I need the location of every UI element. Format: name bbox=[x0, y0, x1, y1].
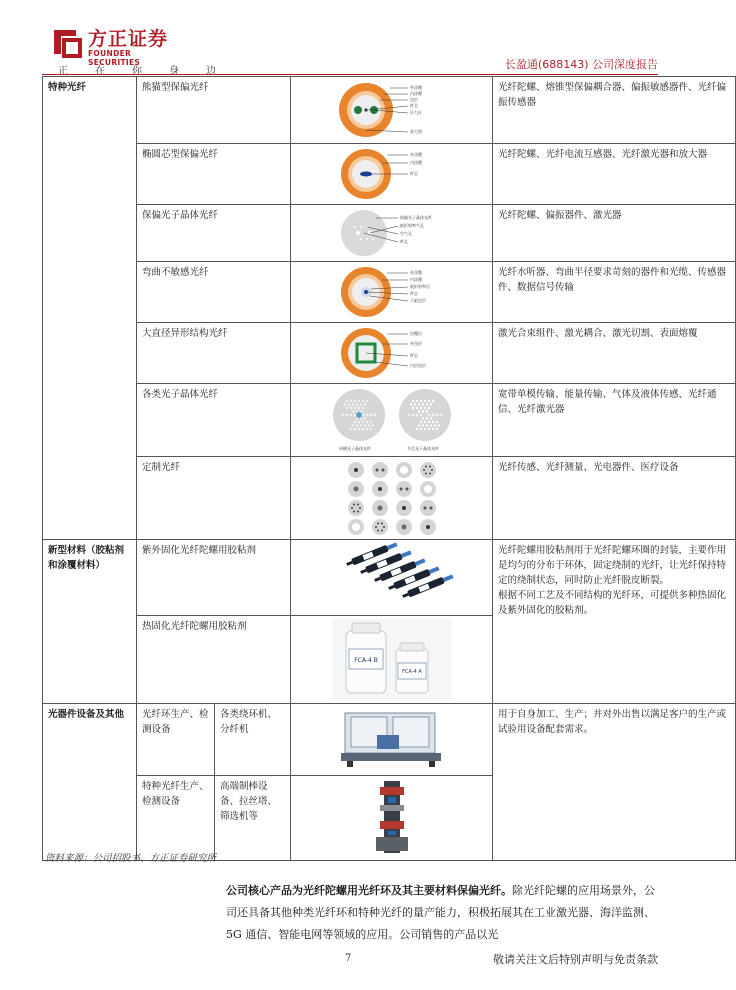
motto: 正 在 你 身 边 bbox=[58, 66, 216, 77]
svg-text:放大图: 放大图 bbox=[409, 129, 422, 134]
custom-fiber-figure bbox=[291, 457, 493, 540]
svg-text:多芯光子晶体光纤: 多芯光子晶体光纤 bbox=[406, 446, 439, 451]
table-row bbox=[43, 262, 736, 323]
table-row bbox=[43, 457, 736, 540]
equipment-name: 各类绕环机、分纤机 bbox=[215, 704, 291, 776]
svg-text:内涂覆: 内涂覆 bbox=[409, 277, 422, 282]
svg-text:外涂覆: 外涂覆 bbox=[409, 152, 422, 157]
winding-machine-image bbox=[291, 704, 493, 776]
product-use: 光纤陀螺、光纤电流互感器、光纤激光器和放大器 bbox=[493, 144, 736, 205]
disclaimer: 敬请关注文后特别声明与免责条款 bbox=[493, 953, 658, 966]
product-name: 紫外固化光纤陀螺用胶粘剂 bbox=[137, 540, 291, 616]
body-paragraph: 公司核心产品为光纤陀螺用光纤环及其主要材料保偏光纤。除光纤陀螺的应用场景外，公司还具备其他种类光纤环和特种光纤的量产能力，积极拓展其在工业激光器、海洋监测、5G 通信、智能电网等领域的应用。公司销售的产品以光 bbox=[226, 884, 655, 941]
svg-text:应力区: 应力区 bbox=[409, 110, 422, 115]
product-name: 熊猫型保偏光纤 bbox=[137, 77, 291, 144]
product-name: 弯曲不敏感光纤 bbox=[137, 262, 291, 323]
logo-cn-text: 方正证券 bbox=[88, 28, 169, 50]
source-note: 资料来源：公司招股书、方正证券研究所 bbox=[45, 853, 217, 864]
svg-text:下陷包层: 下陷包层 bbox=[409, 298, 426, 303]
svg-text:纤芯: 纤芯 bbox=[399, 239, 408, 244]
panda-fiber-figure bbox=[291, 77, 493, 144]
pm-photonic-crystal-fiber-figure bbox=[291, 205, 493, 262]
thermal-adhesive-bottles-image bbox=[291, 616, 493, 704]
product-name: 定制光纤 bbox=[137, 457, 291, 540]
bend-insensitive-fiber-figure bbox=[291, 262, 493, 323]
svg-text:纤芯: 纤芯 bbox=[409, 171, 418, 176]
svg-text:纤芯: 纤芯 bbox=[409, 103, 418, 108]
svg-text:纤芯: 纤芯 bbox=[409, 291, 418, 296]
equipment-group: 光纤环生产、检测设备 bbox=[137, 704, 215, 776]
table-row bbox=[43, 384, 736, 457]
svg-text:涂覆层: 涂覆层 bbox=[409, 331, 422, 336]
svg-text:FCA-4 A: FCA-4 A bbox=[401, 669, 422, 675]
photonic-crystal-fibers-figure bbox=[291, 384, 493, 457]
svg-text:包层: 包层 bbox=[409, 97, 418, 102]
category-new-material: 新型材料（胶粘剂和涂覆材料） bbox=[43, 540, 137, 704]
category-equipment: 光器件设备及其他 bbox=[43, 704, 137, 861]
adhesive-use: 光纤陀螺用胶粘剂用于光纤陀螺环圈的封装，主要作用是均匀的分布于环体，固定绕制的光纤，让光纤保持特定的绕制状态，同时防止光纤脱皮断裂。 根据不同工艺及不同结构的光纤环，可提供多种热固化及紫外固化的胶粘剂。 bbox=[493, 540, 736, 704]
svg-text:低折射率气孔: 低折射率气孔 bbox=[399, 223, 424, 228]
svg-text:单模光子晶体光纤: 单模光子晶体光纤 bbox=[338, 446, 371, 451]
svg-text:内层包层: 内层包层 bbox=[409, 363, 426, 368]
svg-text:外包层: 外包层 bbox=[409, 341, 422, 346]
svg-text:空气孔: 空气孔 bbox=[399, 231, 412, 236]
svg-text:纤芯: 纤芯 bbox=[409, 353, 418, 358]
table-row bbox=[43, 540, 736, 616]
svg-text:内涂覆: 内涂覆 bbox=[409, 160, 422, 165]
product-use: 光纤陀螺、偏振器件、激光器 bbox=[493, 205, 736, 262]
table-row bbox=[43, 323, 736, 384]
svg-text:外涂覆: 外涂覆 bbox=[409, 270, 422, 275]
table-row bbox=[43, 77, 736, 144]
svg-text:FCA-4 B: FCA-4 B bbox=[353, 657, 378, 664]
founder-logo-icon bbox=[52, 26, 82, 58]
svg-text:低折射率层: 低折射率层 bbox=[409, 284, 430, 289]
logo-en-text: FOUNDER SECURITIES bbox=[88, 49, 141, 67]
product-name: 大直径异形结构光纤 bbox=[137, 323, 291, 384]
svg-text:内涂覆: 内涂覆 bbox=[409, 91, 422, 96]
product-name: 椭圆芯型保偏光纤 bbox=[137, 144, 291, 205]
report-label: 长盈通(688143) 公司深度报告 bbox=[504, 58, 658, 71]
equipment-name: 高端制棒设备、拉丝塔、筛选机等 bbox=[215, 776, 291, 861]
table-row bbox=[43, 704, 736, 776]
page-number: 7 bbox=[345, 953, 352, 964]
svg-text:保偏光子晶体光纤: 保偏光子晶体光纤 bbox=[399, 215, 432, 220]
uv-adhesive-syringes-image bbox=[291, 540, 493, 616]
product-table bbox=[42, 76, 736, 861]
equipment-group: 特种光纤生产、检测设备 bbox=[137, 776, 215, 861]
svg-text:外涂覆: 外涂覆 bbox=[409, 85, 422, 90]
drawing-tower-image bbox=[291, 776, 493, 861]
product-use: 光纤水听器、弯曲半径要求苛刻的器件和光缆、传感器件、数据信号传输 bbox=[493, 262, 736, 323]
header-rule bbox=[42, 74, 658, 75]
elliptic-core-fiber-figure bbox=[291, 144, 493, 205]
product-use: 激光合束组件、激光耦合、激光切割、表面熔覆 bbox=[493, 323, 736, 384]
product-use: 光纤陀螺、熔锥型保偏耦合器、偏振敏感器件、光纤偏振传感器 bbox=[493, 77, 736, 144]
table-row bbox=[43, 205, 736, 262]
category-special-fiber: 特种光纤 bbox=[43, 77, 137, 540]
product-name: 各类光子晶体光纤 bbox=[137, 384, 291, 457]
product-use: 光纤传感、光纤测量、光电器件、医疗设备 bbox=[493, 457, 736, 540]
product-name: 保偏光子晶体光纤 bbox=[137, 205, 291, 262]
large-diameter-fiber-figure bbox=[291, 323, 493, 384]
product-name: 热固化光纤陀螺用胶粘剂 bbox=[137, 616, 291, 704]
company-logo bbox=[52, 22, 182, 67]
table-row bbox=[43, 144, 736, 205]
product-use: 宽带单模传输、能量传输、气体及液体传感、光纤通信、光纤激光器 bbox=[493, 384, 736, 457]
equipment-use: 用于自身加工、生产；并对外出售以满足客户的生产或试验用设备配套需求。 bbox=[493, 704, 736, 861]
